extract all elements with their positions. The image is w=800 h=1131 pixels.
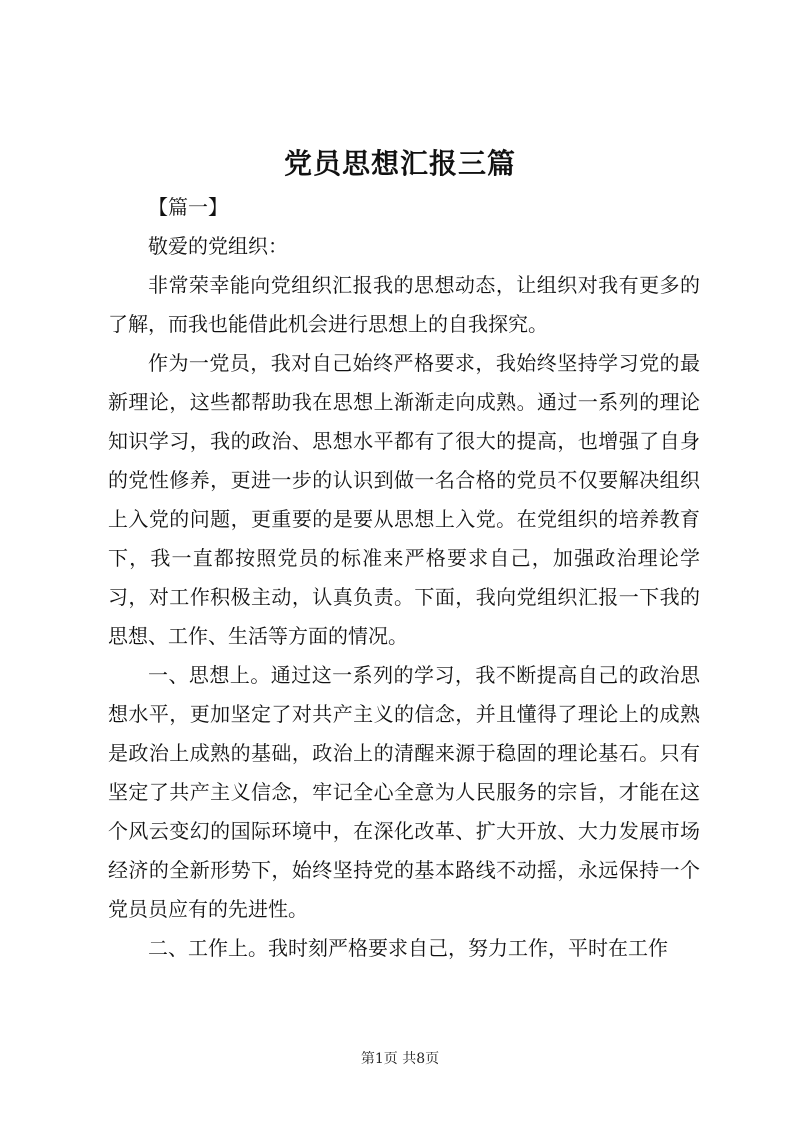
document-title: 党员思想汇报三篇 bbox=[283, 147, 516, 180]
paragraph-intro: 非常荣幸能向党组织汇报我的思想动态，让组织对我有更多的了解，而我也能借此机会进行思想上的自我探究。 bbox=[108, 273, 700, 336]
paragraph-party-member: 作为一党员，我对自己始终严格要求，我始终坚持学习党的最新理论，这些都帮助我在思想上渐渐走向成熟。通过一系列的理论知识学习，我的政治、思想水平都有了很大的提高，也增强了自身的党性修养，更进一步的认识到做一名合格的党员不仅要解决组织上入党的问题，更重要的是要从思想上入党。在党组织的培养教育下，我一直都按照党员的标准来严格要求自己，加强政治理论学习，对工作积极主动，认真负责。下面，我向党组织汇报一下我的思想、工作、生活等方面的情况。 bbox=[108, 351, 700, 648]
salutation: 敬爱的党组织： bbox=[148, 234, 288, 258]
paragraph-work: 二、工作上。我时刻严格要求自己，努力工作，平时在工作 bbox=[148, 936, 668, 960]
paragraph-thought: 一、思想上。通过这一系列的学习，我不断提高自己的政治思想水平，更加坚定了对共产主义的信念，并且懂得了理论上的成熟是政治上成熟的基础，政治上的清醒来源于稳固的理论基石。只有坚定了共产主义信念，牢记全心全意为人民服务的宗旨，才能在这个风云变幻的国际环境中，在深化改革、扩大开放、大力发展市场经济的全新形势下，始终坚持党的基本路线不动摇，永远保持一个党员员应有的先进性。 bbox=[108, 663, 700, 921]
page-footer: 第1页 共8页 bbox=[360, 1051, 440, 1067]
section-label: 【篇一】 bbox=[148, 195, 228, 219]
document-body bbox=[108, 188, 700, 968]
